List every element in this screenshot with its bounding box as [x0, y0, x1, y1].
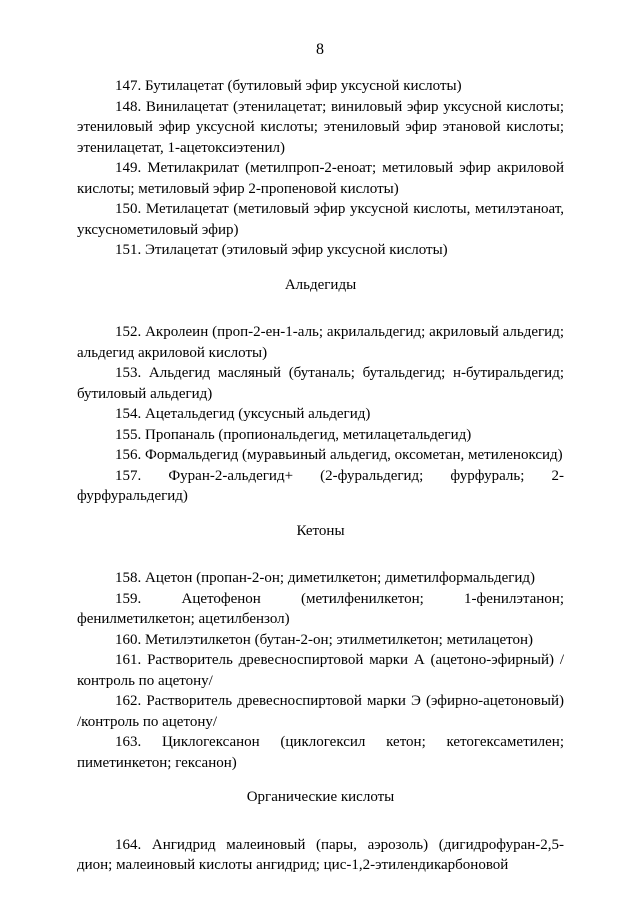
list-item: 161. Растворитель древесноспиртовой марки А (ацетоно-эфирный) /контроль по ацетону/ [77, 652, 564, 689]
list-item: 148. Винилацетат (этенилацетат; виниловый эфир уксусной кислоты; этениловый эфир уксусной кислоты; этениловый эфир этановой кислоты; этенилацетат, 1-ацетоксиэтенил) [77, 98, 564, 156]
list-item: 163. Циклогексанон (циклогексил кетон; кетогексаметилен; пиметинкетон; гексанон) [77, 734, 564, 771]
list-item: 149. Метилакрилат (метилпроп-2-еноат; метиловый эфир акриловой кислоты; метиловый эфир 2-пропеновой кислоты) [77, 160, 564, 197]
list-item: 156. Формальдегид (муравьиный альдегид, оксометан, метиленоксид) [115, 447, 563, 463]
section-heading-aldehydes: Альдегиды [284, 276, 357, 293]
page-number: 8 [316, 41, 324, 58]
list-item: 153. Альдегид масляный (бутаналь; бутальдегид; н-бутиральдегид; бутиловый альдегид) [77, 365, 564, 402]
section-heading-ketones: Кетоны [296, 522, 345, 539]
list-item: 158. Ацетон (пропан-2-он; диметилкетон; диметилформальдегид) [115, 570, 536, 586]
list-item: 159. Ацетофенон (метилфенилкетон; 1-фенилэтанон; фенилметилкетон; ацетилбензол) [77, 590, 564, 627]
list-item: 147. Бутилацетат (бутиловый эфир уксусной кислоты) [115, 78, 462, 94]
list-item: 151. Этилацетат (этиловый эфир уксусной кислоты) [115, 242, 448, 258]
list-item: 154. Ацетальдегид (уксусный альдегид) [115, 406, 371, 422]
list-item: 152. Акролеин (проп-2-ен-1-аль; акрилальдегид; акриловый альдегид; альдегид акриловой кислоты) [77, 324, 564, 361]
document-body [77, 76, 564, 876]
section-heading-organic-acids: Органические кислоты [246, 789, 395, 805]
list-item: 157. Фуран-2-альдегид+ (2-фуральдегид; фурфураль; 2-фурфуральдегид) [77, 467, 564, 504]
list-item: 160. Метилэтилкетон (бутан-2-он; этилметилкетон; метилацетон) [115, 631, 534, 648]
list-item: 155. Пропаналь (пропиональдегид, метилацетальдегид) [115, 426, 472, 443]
list-item: 162. Растворитель древесноспиртовой марки Э (эфирно-ацетоновый) /контроль по ацетону/ [77, 693, 564, 730]
list-item: 164. Ангидрид малеиновый (пары, аэрозоль) (дигидрофуран-2,5-дион; малеиновый кислоты ангидрид; цис-1,2-этилендикарбоновой [77, 836, 564, 873]
list-item: 150. Метилацетат (метиловый эфир уксусной кислоты, метилэтаноат, уксуснометиловый эфир) [77, 201, 564, 238]
